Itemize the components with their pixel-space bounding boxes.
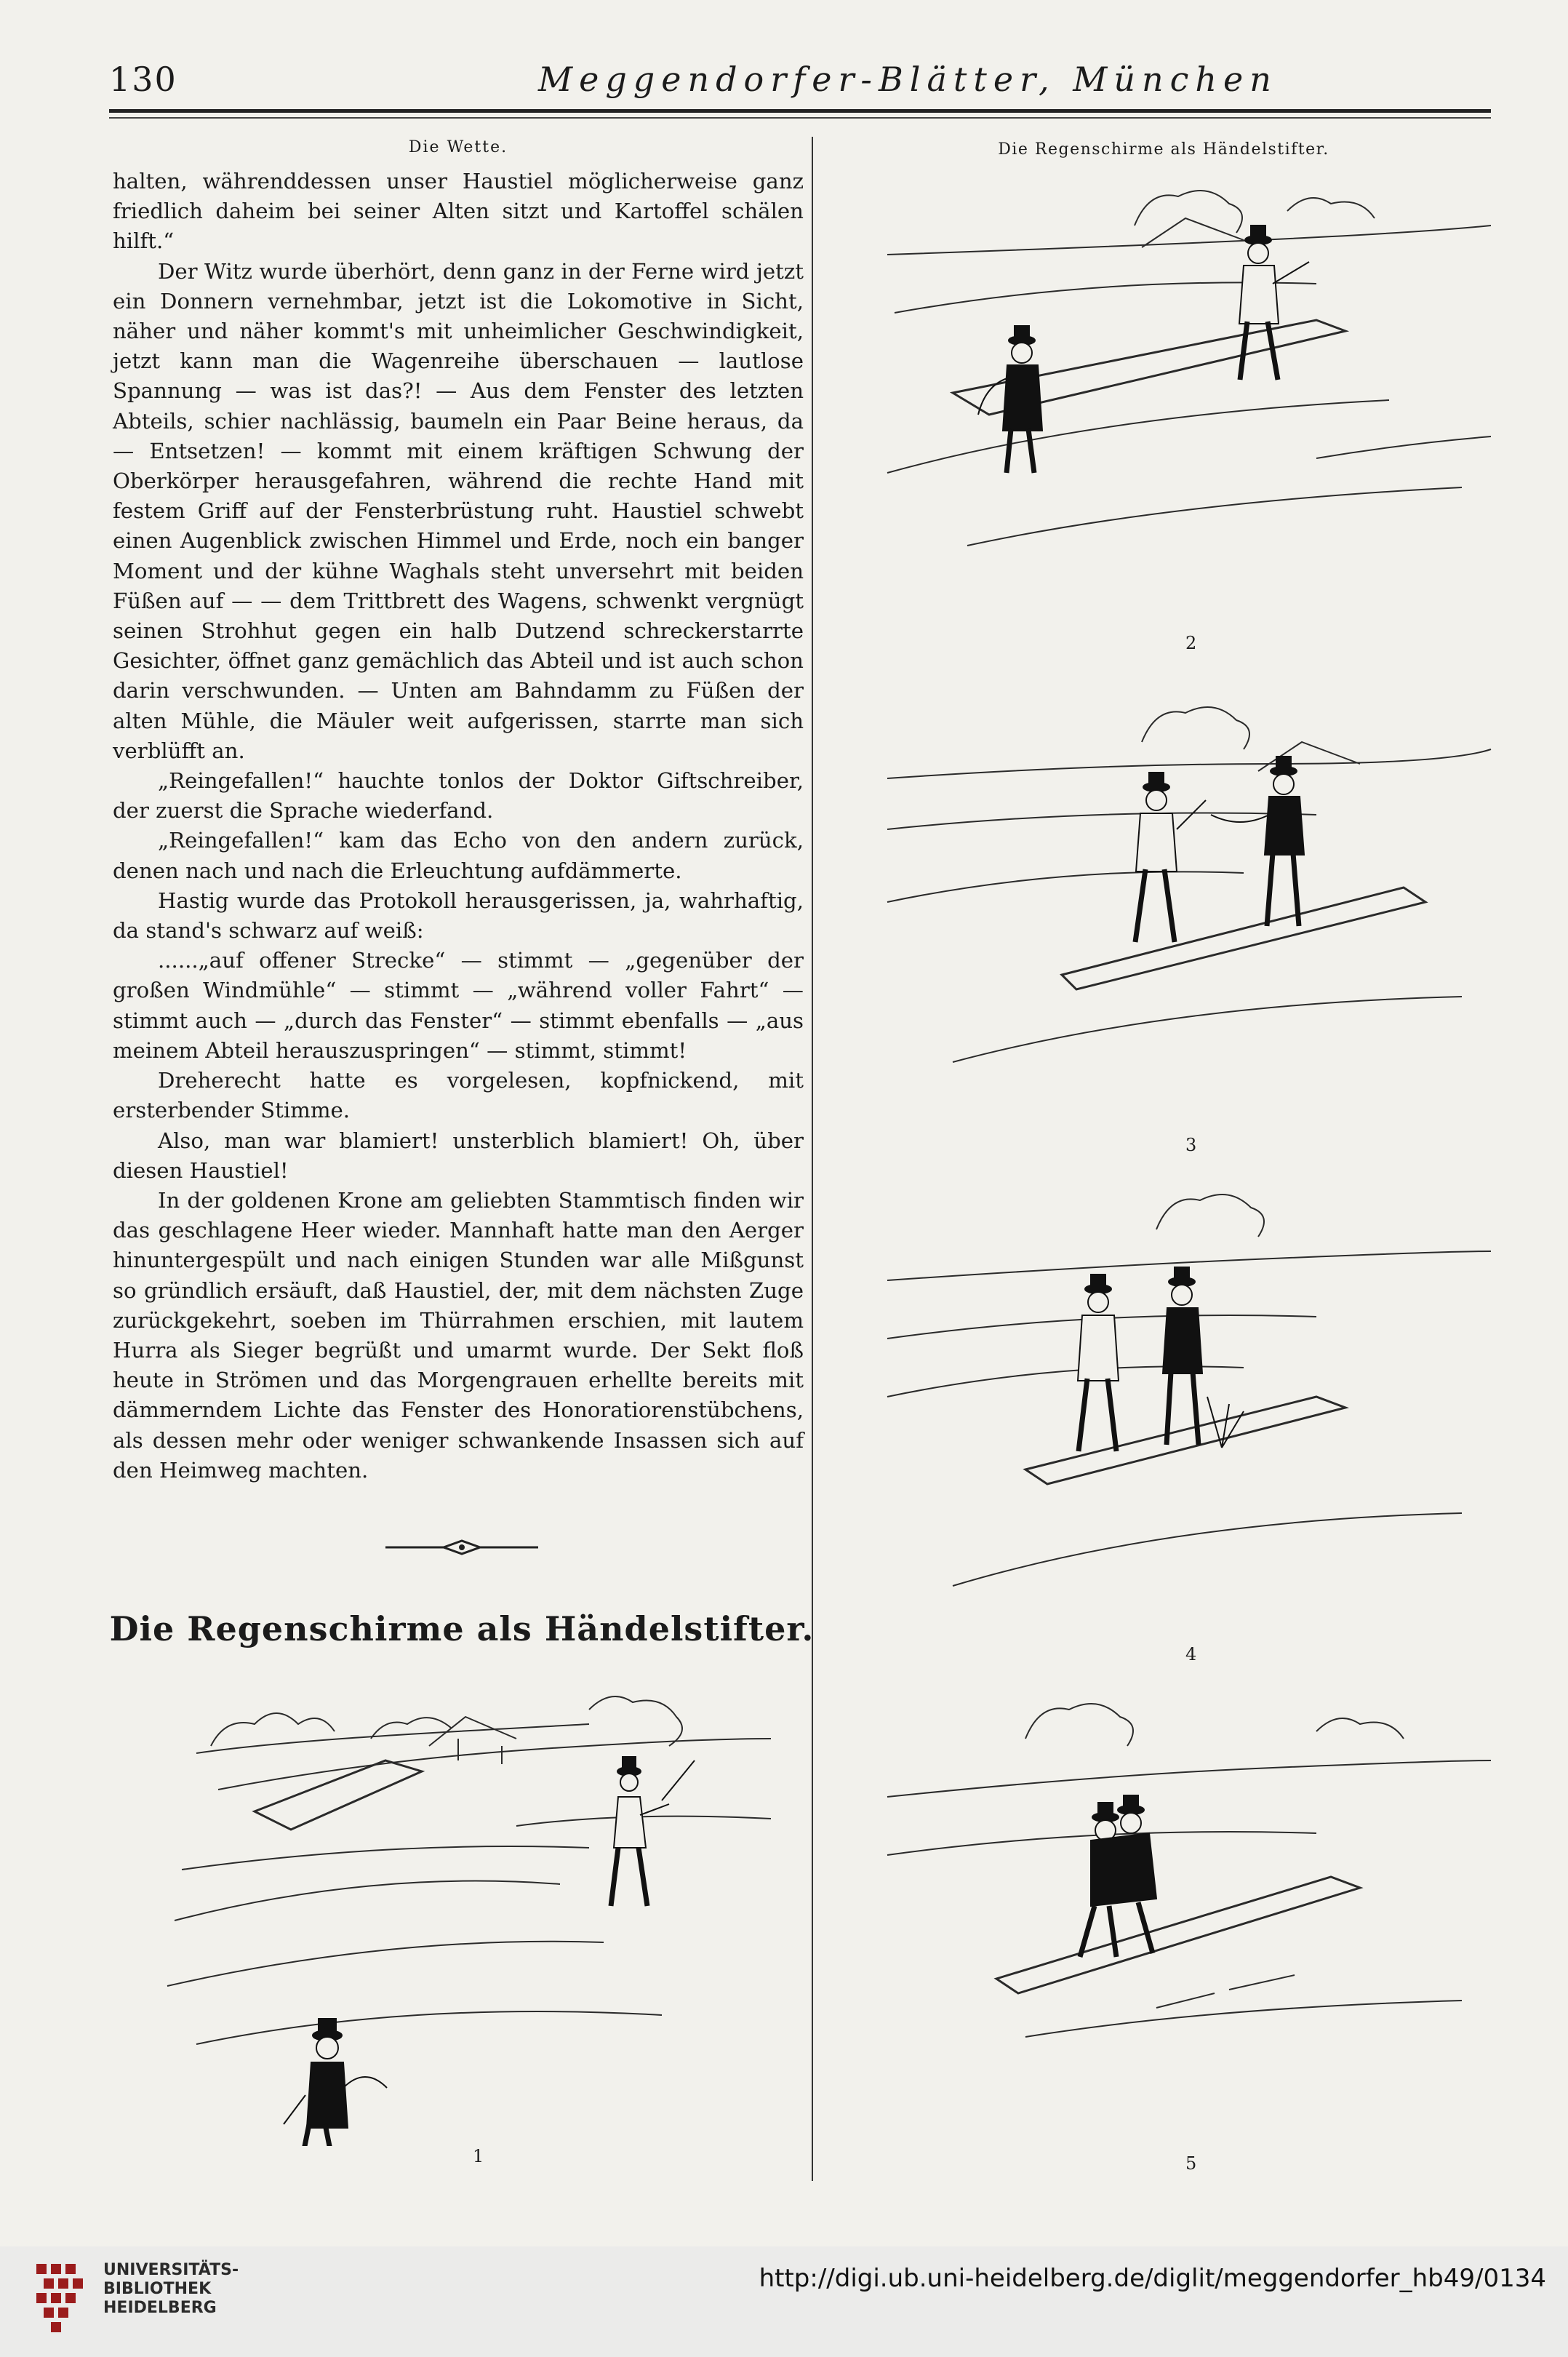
paragraph: „Reingefallen!“ hauchte tonlos der Doktor Giftschreiber, der zuerst die Sprache wiederfand.: [113, 768, 804, 823]
panel-illustration: [880, 167, 1498, 618]
paragraph: ......„auf offener Strecke“ — stimmt — „gegenüber der großen Windmühle“ — stimmt — „während voller Fahrt“ — stimmt auch — „durch das Fenster“ — stimmt ebenfalls — „aus meinem Abteil herauszuspringen“ — stimmt, stimmt!: [113, 948, 804, 1063]
story-column: [113, 138, 804, 1485]
article-title: Die Regenschirme als Händelstifter.: [109, 1609, 815, 1648]
comic-panel-1: [153, 1680, 778, 2166]
source-url-link[interactable]: http://digi.ub.uni-heidelberg.de/diglit/meggendorfer_hb49/0134: [759, 2264, 1546, 2293]
library-name-line: UNIVERSITÄTS-: [103, 2261, 239, 2279]
running-title: Meggendorfer-Blätter, München: [538, 60, 1278, 99]
panel-number: 2: [1185, 633, 1197, 653]
panel-number: 4: [1185, 1644, 1197, 1664]
comic-panel-4: [880, 1178, 1498, 1664]
library-name-line: BIBLIOTHEK: [103, 2280, 212, 2298]
page-number: 130: [109, 60, 177, 99]
ornament-divider: [385, 1536, 538, 1558]
panel-number: 3: [1185, 1135, 1197, 1155]
panel-illustration: [880, 1178, 1498, 1644]
panel-illustration: [153, 1680, 778, 2146]
paragraph: Hastig wurde das Protokoll herausgerissen, ja, wahrhaftig, da stand's schwarz auf weiß:: [113, 888, 804, 944]
panel-number: 1: [473, 2146, 484, 2166]
comic-panel-3: [880, 684, 1498, 1155]
library-name: [103, 2261, 239, 2318]
paragraph: Der Witz wurde überhört, denn ganz in der Ferne wird jetzt ein Donnern vernehmbar, jetzt ist die Lokomotive in Sicht, näher und näher kommt's mit unheimlicher Geschwindigkeit, jetzt kann man die Wagenreihe überschauen — lautlose Spannung — was ist das?! — Aus dem Fenster des letzten Abteils, schier nachlässig, baumeln ein Paar Beine heraus, da — Entsetzen! — kommt mit einem kräftigen Schwung der Oberkörper herausgefahren, während die rechte Hand mit festem Griff auf der Fensterbrüstung ruht. Haustiel schwebt einen Augenblick zwischen Himmel und Erde, noch ein banger Moment und der kühne Waghals steht unversehrt mit beiden Füßen auf — — dem Trittbrett des Wagens, schwenkt vergnügt seinen Strohhut gegen ein halb Dutzend schreckerstarrte Gesichter, öffnet ganz gemächlich das Abteil und ist auch schon darin verschwunden. — Unten am Bahndamm zu Füßen der alten Mühle, die Mäuler weit aufgerissen, starrte man sich verblüfft an.: [113, 258, 804, 763]
panel-illustration: [880, 1688, 1498, 2153]
section-title: Die Wette.: [408, 138, 508, 156]
comic-panel-2: [880, 167, 1498, 653]
paragraph: Also, man war blamiert! unsterblich blamiert! Oh, über diesen Haustiel!: [113, 1128, 804, 1183]
paragraph: In der goldenen Krone am geliebten Stammtisch finden wir das geschlagene Heer wieder. Mannhaft hatte man den Aerger hinuntergespült und nach einigen Stunden war alle Mißgunst so gründlich ersäuft, daß Haustiel, der, mit dem nächsten Zuge zurückgekehrt, soeben im Thürrahmen erschien, mit lautem Hurra als Sieger begrüßt und umarmt wurde. Der Sekt floß heute in Strömen und das Morgengrauen erhellte bereits mit dämmerndem Lichte das Fenster des Honoratiorenstübchens, als dessen mehr oder weniger schwankende Insassen sich auf den Heimweg machten.: [113, 1187, 804, 1483]
header-rule: [109, 109, 1491, 113]
column-divider: [812, 137, 813, 2181]
panel-illustration: [880, 684, 1498, 1135]
paragraph: Dreherecht hatte es vorgelesen, kopfnickend, mit ersterbender Stimme.: [113, 1068, 804, 1123]
panel-number: 5: [1185, 2153, 1197, 2174]
library-name-line: HEIDELBERG: [103, 2299, 217, 2317]
comic-panel-5: [880, 1688, 1498, 2174]
library-logo-icon: [29, 2249, 95, 2345]
paragraph: halten, währenddessen unser Haustiel möglicherweise ganz friedlich daheim bei seiner Alten sitzt und Kartoffel schälen hilft.“: [113, 169, 804, 254]
paragraph: „Reingefallen!“ kam das Echo von den andern zurück, denen nach und nach die Erleuchtung aufdämmerte.: [113, 828, 804, 883]
right-column-title: Die Regenschirme als Händelstifter.: [998, 140, 1329, 159]
header-rule-thin: [109, 117, 1491, 119]
